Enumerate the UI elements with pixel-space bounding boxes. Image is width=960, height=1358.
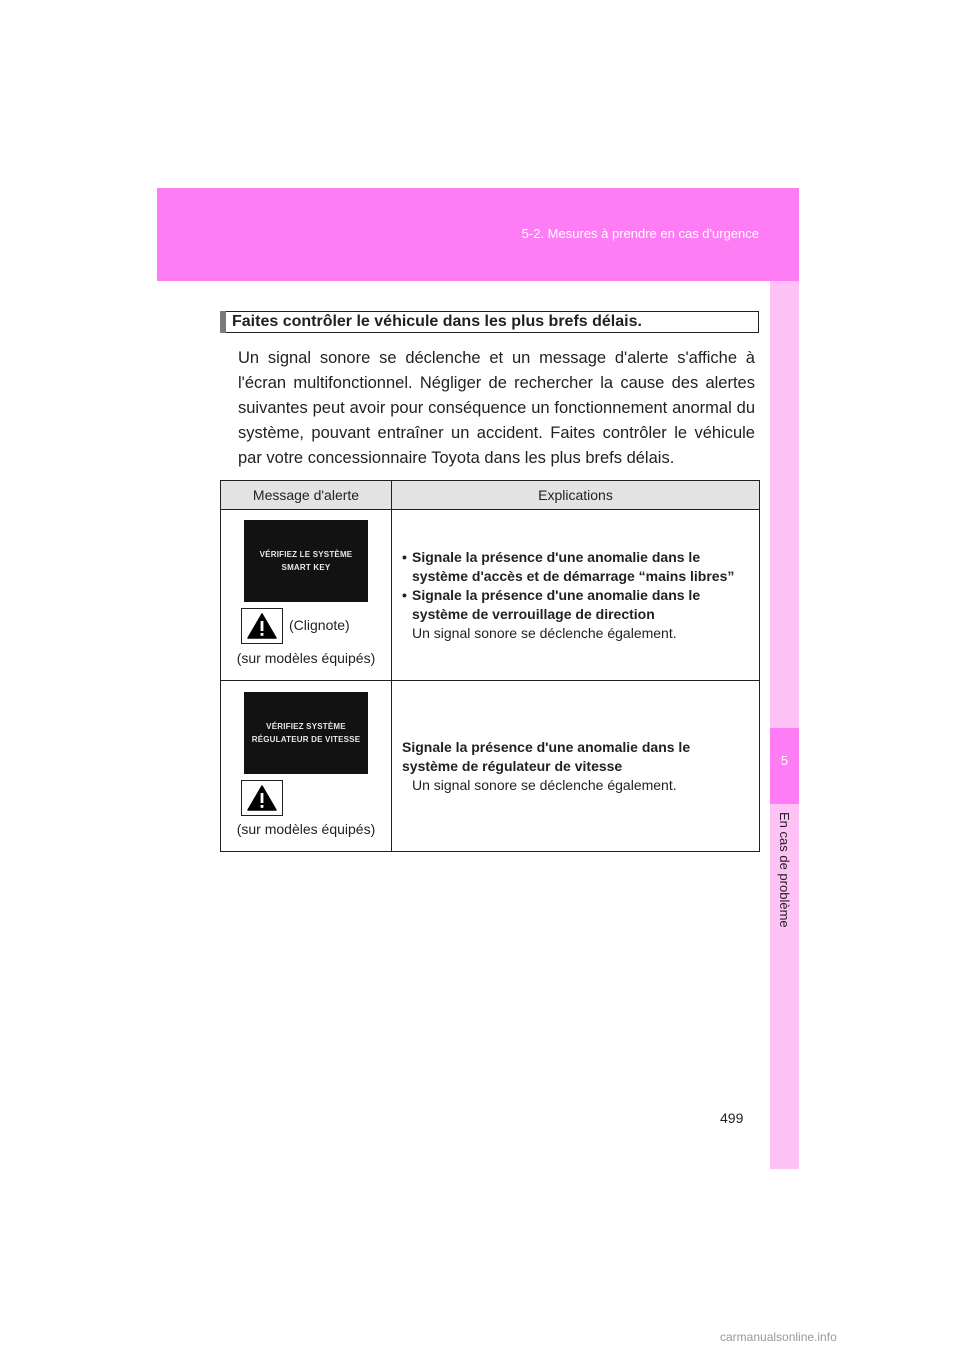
message-cell bbox=[221, 510, 392, 681]
section-heading-text: Faites contrôler le véhicule dans les plus brefs délais. bbox=[232, 313, 642, 330]
note-text: Un signal sonore se déclenche également. bbox=[412, 624, 677, 641]
warning-triangle-icon bbox=[247, 785, 277, 811]
watermark: carmanualsonline.info bbox=[720, 1330, 837, 1344]
equipped-label: (sur modèles équipés) bbox=[236, 821, 376, 837]
warning-indicator bbox=[241, 608, 283, 644]
chapter-tab[interactable] bbox=[770, 728, 799, 804]
chapter-title: En cas de problème bbox=[777, 812, 792, 928]
table-row bbox=[221, 681, 760, 852]
chapter-title-vertical bbox=[770, 812, 799, 952]
list-item: • Signale la présence d'une anomalie dans le système d'accès et de démarrage “mains libres” bbox=[402, 548, 735, 584]
table-row bbox=[221, 510, 760, 681]
page-number: 499 bbox=[720, 1110, 744, 1126]
warning-triangle-icon bbox=[247, 613, 277, 639]
display-screen-image bbox=[244, 520, 368, 602]
warning-indicator bbox=[241, 780, 283, 816]
equipped-label: (sur modèles équipés) bbox=[236, 650, 376, 666]
column-header-explanations: Explications bbox=[392, 481, 760, 510]
message-cell bbox=[221, 681, 392, 852]
breadcrumb: 5-2. Mesures à prendre en cas d'urgence bbox=[521, 226, 759, 241]
heading-bar bbox=[220, 311, 226, 333]
section-heading bbox=[220, 311, 759, 333]
screen-line: RÉGULATEUR DE VITESSE bbox=[251, 735, 361, 744]
chapter-tab-number: 5 bbox=[780, 753, 789, 768]
intro-paragraph: Un signal sonore se déclenche et un message d'alerte s'affiche à l'écran multifonctionnel. Négliger de rechercher la cause des alertes suivantes peut avoir pour conséquence un fonctionnement anormal du système, pouvant entraîner un accident. Faites contrôler le véhicule par votre concessionnaire Toyota dans les plus brefs délais. bbox=[238, 349, 755, 467]
explanation-cell bbox=[392, 681, 760, 852]
column-header-message: Message d'alerte bbox=[221, 481, 392, 510]
explanation-cell bbox=[392, 510, 760, 681]
flash-label: (Clignote) bbox=[289, 617, 350, 633]
screen-line: SMART KEY bbox=[281, 563, 331, 572]
chapter-header-band bbox=[157, 188, 799, 281]
explanation-text: Signale la présence d'une anomalie dans le système de régulateur de vitesse bbox=[402, 738, 691, 774]
screen-line: VÉRIFIEZ SYSTÈME bbox=[266, 722, 346, 731]
screen-line: VÉRIFIEZ LE SYSTÈME bbox=[259, 550, 353, 559]
display-screen-image bbox=[244, 692, 368, 774]
note-text: Un signal sonore se déclenche également. bbox=[412, 776, 677, 793]
alert-table bbox=[220, 480, 760, 852]
table-header-row bbox=[221, 481, 760, 510]
side-strip bbox=[770, 281, 799, 1169]
list-item: • Signale la présence d'une anomalie dans le système de verrouillage de direction bbox=[402, 586, 701, 622]
